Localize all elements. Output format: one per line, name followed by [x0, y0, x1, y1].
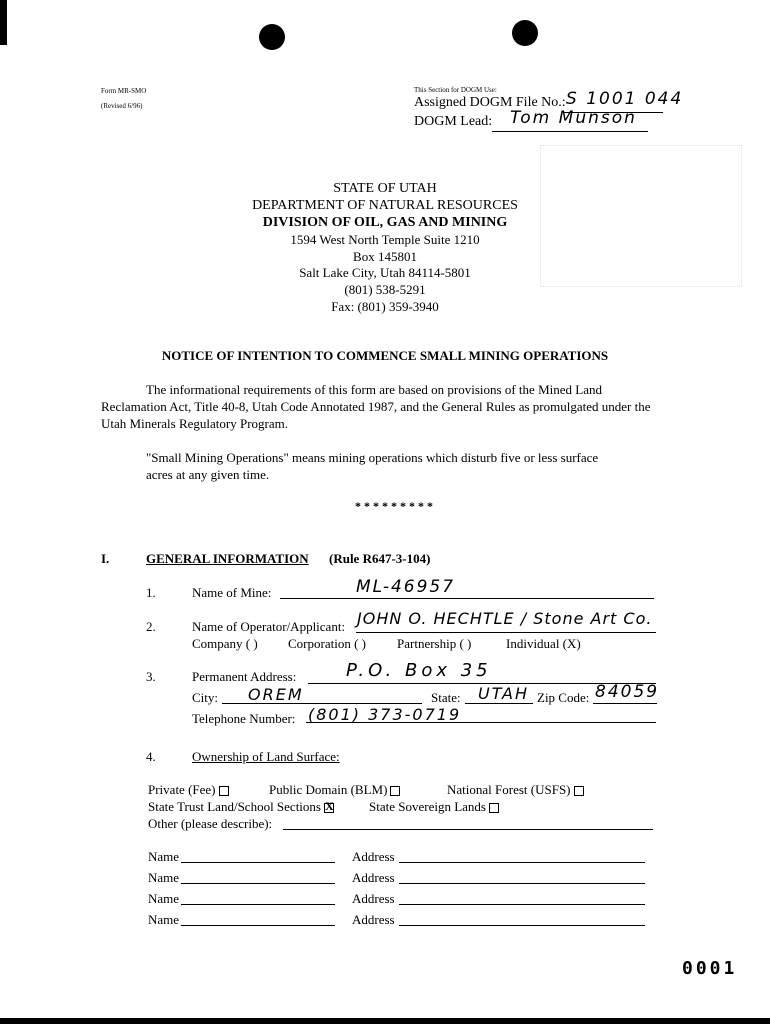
form-revised: (Revised 6/96): [101, 102, 143, 110]
section-rule: (Rule R647-3-104): [329, 551, 431, 566]
owner-2-address-line: [399, 883, 645, 884]
forest-checkbox[interactable]: [574, 786, 584, 796]
ownership-public-label: Public Domain (BLM): [269, 782, 388, 797]
header-department: DEPARTMENT OF NATURAL RESOURCES: [252, 198, 518, 213]
owner-2-address-label: Address: [352, 870, 395, 885]
owner-3-name-line: [181, 904, 335, 905]
sovereign-checkbox[interactable]: [489, 803, 499, 813]
section-numeral: I.: [101, 551, 110, 566]
owner-2-name-line: [181, 883, 335, 884]
owner-1-name-line: [181, 862, 335, 863]
section-heading: GENERAL INFORMATION: [146, 551, 309, 566]
owner-4-name-line: [181, 925, 335, 926]
file-no-value: S 1001 044: [566, 89, 684, 109]
item-4-number: 4.: [146, 749, 156, 764]
ownership-state-trust: [148, 799, 334, 815]
ownership-sovereign-label: State Sovereign Lands: [369, 799, 486, 814]
ownership-state-trust-label: State Trust Land/School Sections: [148, 799, 321, 814]
operator-value: JOHN O. HECHTLE / Stone Art Co.: [357, 609, 653, 628]
notice-title: NOTICE OF INTENTION TO COMMENCE SMALL MINING OPERATIONS: [161, 348, 609, 363]
owner-3-address-line: [399, 904, 645, 905]
owner-3-name-label: Name: [148, 891, 180, 906]
separator-stars: * * * * * * * * *: [355, 499, 433, 513]
state-label: State:: [431, 690, 461, 705]
header-division: DIVISION OF OIL, GAS AND MINING: [262, 215, 508, 230]
owner-4-address-line: [399, 925, 645, 926]
mine-name-underline: [280, 598, 654, 599]
intro-line-3: Utah Minerals Regulatory Program.: [101, 416, 289, 431]
definition-line-2: acres at any given time.: [146, 467, 270, 482]
page-number: 0001: [682, 958, 738, 979]
zip-value: 84059: [595, 682, 660, 702]
owner-1-name-label: Name: [148, 849, 180, 864]
phone-label: Telephone Number:: [192, 711, 296, 726]
file-no-label: Assigned DOGM File No.:: [414, 95, 566, 110]
state-trust-check-mark: X: [324, 799, 334, 814]
city-value: OREM: [248, 685, 304, 704]
private-checkbox[interactable]: [219, 786, 229, 796]
zip-label: Zip Code:: [537, 690, 590, 705]
ownership-other-underline: [283, 829, 653, 830]
dogm-use-label: This Section for DOGM Use:: [414, 86, 497, 94]
punch-hole-left: [259, 24, 285, 50]
state-underline: [465, 703, 533, 704]
owner-4-address-label: Address: [352, 912, 395, 927]
ownership-other-label: Other (please describe):: [148, 816, 273, 831]
type-company: Company ( ): [192, 636, 258, 651]
bottom-scan-edge: [0, 1018, 770, 1024]
intro-line-1: The informational requirements of this form are based on provisions of the Mined Land: [146, 382, 602, 397]
form-id: Form MR-SMO: [101, 87, 147, 95]
header-box: Box 145801: [353, 249, 417, 264]
punch-hole-right: [512, 20, 538, 46]
phone-underline: [306, 722, 656, 723]
city-label: City:: [192, 690, 219, 705]
phone-value: (801) 373-0719: [308, 705, 462, 724]
public-checkbox[interactable]: [390, 786, 400, 796]
ownership-forest-label: National Forest (USFS): [447, 782, 571, 797]
owner-1-address-line: [399, 862, 645, 863]
operator-underline: [356, 632, 656, 633]
definition-line-1: "Small Mining Operations" means mining operations which disturb five or less surface: [146, 450, 599, 465]
header-fax: Fax: (801) 359-3940: [331, 299, 439, 314]
mine-name-label: Name of Mine:: [192, 585, 272, 600]
address-label: Permanent Address:: [192, 669, 297, 684]
dogm-lead-label: DOGM Lead:: [414, 114, 493, 129]
type-corporation: Corporation ( ): [288, 636, 366, 651]
header-phone: (801) 538-5291: [344, 282, 426, 297]
state-value: UTAH: [478, 684, 529, 703]
zip-underline: [593, 703, 657, 704]
owner-2-name-label: Name: [148, 870, 180, 885]
ownership-private-label: Private (Fee): [148, 782, 216, 797]
ownership-public: [269, 782, 400, 798]
state-trust-checkbox[interactable]: [324, 799, 334, 814]
header-city: Salt Lake City, Utah 84114-5801: [299, 265, 471, 280]
item-2-number: 2.: [146, 619, 156, 634]
owner-3-address-label: Address: [352, 891, 395, 906]
dogm-lead-value: Tom Munson: [510, 108, 637, 128]
mine-name-value: ML-46957: [356, 577, 456, 597]
type-individual: Individual (X): [506, 636, 581, 651]
dogm-lead-underline: [492, 131, 648, 132]
item-1-number: 1.: [146, 585, 156, 600]
item-3-number: 3.: [146, 669, 156, 684]
address-value: P.O. Box 35: [346, 660, 492, 681]
city-underline: [222, 703, 422, 704]
type-partnership: Partnership ( ): [397, 636, 472, 651]
intro-line-2: Reclamation Act, Title 40-8, Utah Code Annotated 1987, and the General Rules as promulgated under the: [101, 399, 651, 414]
owner-1-address-label: Address: [352, 849, 395, 864]
header-street: 1594 West North Temple Suite 1210: [290, 232, 480, 247]
scan-edge-mark: [0, 0, 7, 45]
ownership-sovereign: [369, 799, 499, 815]
owner-4-name-label: Name: [148, 912, 180, 927]
ownership-private: [148, 782, 229, 798]
ownership-forest: [447, 782, 584, 798]
ownership-label: Ownership of Land Surface:: [192, 749, 340, 764]
operator-label: Name of Operator/Applicant:: [192, 619, 346, 634]
header-state: STATE OF UTAH: [333, 181, 437, 196]
